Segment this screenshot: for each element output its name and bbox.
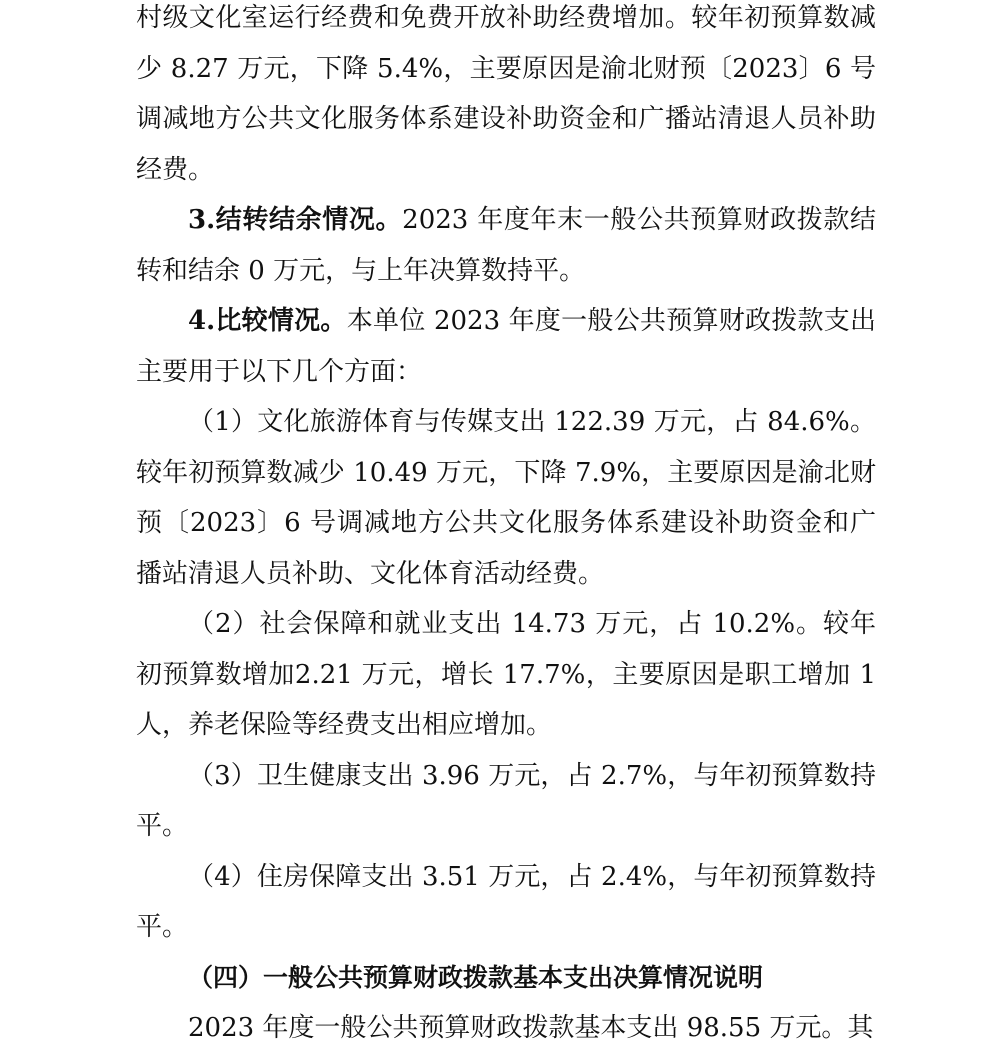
paragraph-final [136, 1003, 876, 1043]
paragraph-text: （1）文化旅游体育与传媒支出 122.39 万元，占 84.6%。较年初预算数减少 10.49 万元，下降 7.9%，主要原因是渝北财预〔2023〕6 号调减地方公共文化服务体系建设补助资金和广播站清退人员补助、文化体育活动经费。 [136, 407, 876, 589]
paragraph-comparison [136, 296, 876, 397]
paragraph-item-4 [136, 852, 876, 953]
paragraph-text: （2）社会保障和就业支出 14.73 万元，占 10.2%。较年初预算数增加2.21 万元，增长 17.7%，主要原因是职工增加 1 人，养老保险等经费支出相应增加。 [136, 609, 876, 740]
document-body [136, 0, 876, 1043]
paragraph-continuation [136, 0, 876, 195]
paragraph-lead: 4.比较情况。 [188, 306, 347, 336]
paragraph-item-1 [136, 397, 876, 599]
paragraph-text: （3）卫生健康支出 3.96 万元，占 2.7%，与年初预算数持平。 [136, 760, 876, 841]
paragraph-text: 本单位 2023 年度一般公共预算财政拨款支出主要用于以下几个方面： [136, 306, 876, 387]
paragraph-item-2 [136, 599, 876, 751]
section-heading: （四）一般公共预算财政拨款基本支出决算情况说明 [188, 962, 764, 992]
paragraph-text: 2023 年度一般公共预算财政拨款基本支出 98.55 万元。其 [188, 1013, 874, 1043]
paragraph-lead: 3.结转结余情况。 [188, 205, 403, 235]
paragraph-text: （4）住房保障支出 3.51 万元，占 2.4%，与年初预算数持平。 [136, 861, 876, 942]
paragraph-item-3 [136, 751, 876, 852]
paragraph-text: 2023 年度年末一般公共预算财政拨款结转和结余 0 万元，与上年决算数持平。 [136, 205, 876, 286]
paragraph-text: 村级文化室运行经费和免费开放补助经费增加。较年初预算数减少 8.27 万元，下降 5.4%，主要原因是渝北财预〔2023〕6 号调减地方公共文化服务体系建设补助资金和广播站清退人员补助经费。 [136, 3, 876, 185]
paragraph-carryover [136, 195, 876, 296]
